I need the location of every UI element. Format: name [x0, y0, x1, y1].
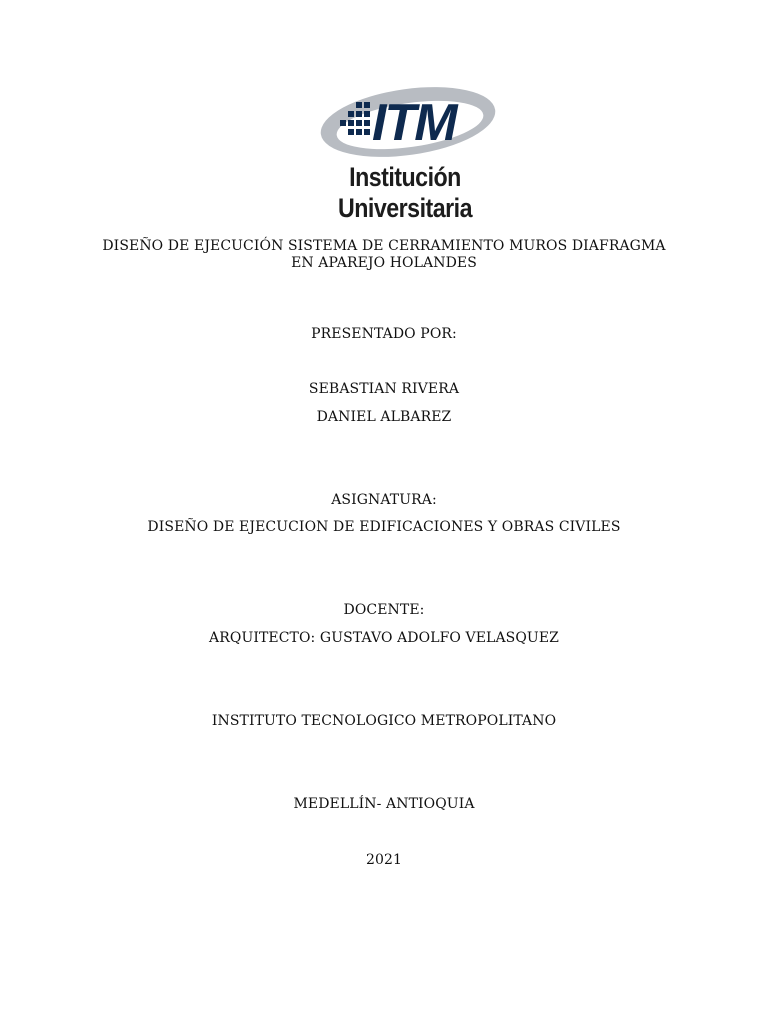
- itm-logo-graphic: [260, 80, 550, 160]
- logo-subtitle: Institución Universitaria: [338, 162, 472, 223]
- presented-by-label: PRESENTADO POR:: [311, 326, 457, 342]
- teacher-value: ARQUITECTO: GUSTAVO ADOLFO VELASQUEZ: [209, 630, 559, 646]
- itm-logo: [260, 80, 550, 223]
- title-line-1: DISEÑO DE EJECUCIÓN SISTEMA DE CERRAMIENTO MUROS DIAFRAGMA: [102, 238, 666, 254]
- title-line-2: EN APAREJO HOLANDES: [291, 255, 477, 271]
- subject-value: DISEÑO DE EJECUCION DE EDIFICACIONES Y OBRAS CIVILES: [147, 519, 621, 535]
- teacher-label: DOCENTE:: [343, 602, 425, 618]
- author-2: DANIEL ALBAREZ: [316, 409, 452, 425]
- location: MEDELLÍN- ANTIOQUIA: [293, 796, 475, 812]
- institution-name: INSTITUTO TECNOLOGICO METROPOLITANO: [211, 713, 557, 729]
- year: 2021: [365, 852, 403, 868]
- itm-logo-wordmark: ITM: [372, 94, 456, 152]
- author-1: SEBASTIAN RIVERA: [308, 381, 460, 397]
- subject-label: ASIGNATURA:: [331, 492, 437, 508]
